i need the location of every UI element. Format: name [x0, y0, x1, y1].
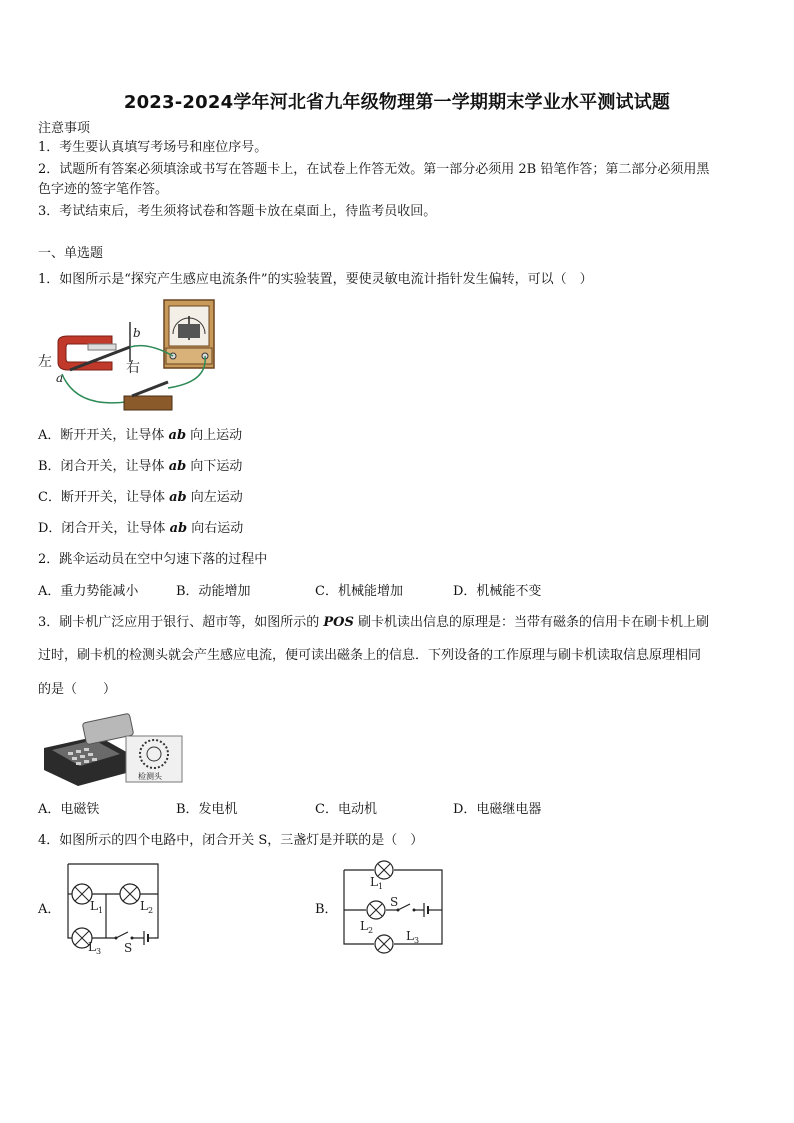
notice-heading: 注意事项	[38, 121, 91, 136]
q1-option-a: A．断开开关，让导体 ab 向上运动	[38, 428, 243, 443]
q2-option-c: C．机械能增加	[315, 584, 403, 599]
q4-option-b-label: B．	[315, 902, 338, 917]
q2-stem: 2．跳伞运动员在空中匀速下落的过程中	[38, 552, 268, 567]
switch-contact	[413, 909, 416, 912]
notice-item-1: 1．考生要认真填写考场号和座位序号。	[38, 140, 268, 155]
switch-blade	[132, 382, 168, 396]
q3-figure	[38, 708, 186, 792]
label-l3: $L_3$	[406, 929, 420, 945]
label-l1: $L_1$	[90, 899, 104, 915]
lamp-icon	[367, 901, 385, 919]
label-l2: $L_2$	[360, 919, 374, 935]
q1-option-b: B．闭合开关，让导体 ab 向下运动	[38, 459, 243, 474]
notice-item-2-cont: 色字迹的签字笔作答。	[38, 182, 169, 197]
q3-option-d: D．电磁继电器	[453, 802, 542, 817]
q1-option-d: D．闭合开关，让导体 ab 向右运动	[38, 521, 244, 536]
notice-item-3: 3．考试结束后，考生须将试卷和答题卡放在桌面上，待监考员收回。	[38, 204, 437, 219]
label-l2: $L_2$	[140, 899, 154, 915]
galvanometer-core	[178, 324, 200, 338]
switch-base	[124, 396, 172, 410]
q4-circuit-a	[62, 858, 172, 954]
label-a: a	[56, 371, 64, 385]
q2-option-d: D．机械能不变	[453, 584, 542, 599]
switch-contact	[131, 937, 134, 940]
magnet-pole	[88, 344, 116, 350]
q3-option-c: C．电动机	[315, 802, 377, 817]
q4-circuit-b	[338, 856, 448, 958]
label-s: S	[390, 895, 399, 909]
notice-item-2: 2．试题所有答案必须填涂或书写在答题卡上，在试卷上作答无效。第一部分必须用 2B 铅笔作答；第二部分必须用黑	[38, 162, 710, 177]
label-l3: $L_3$	[88, 940, 102, 954]
q1-option-c: C．断开开关，让导体 ab 向左运动	[38, 490, 243, 505]
label-left: 左	[38, 354, 52, 370]
q2-option-b: B．动能增加	[176, 584, 251, 599]
lamp-icon	[120, 884, 140, 904]
q3-option-a: A．电磁铁	[38, 802, 100, 817]
q4-stem: 4．如图所示的四个电路中，闭合开关 S，三盏灯是并联的是（ ）	[38, 833, 424, 848]
q2-option-a: A．重力势能减小	[38, 584, 139, 599]
q3-line-2: 过时，刷卡机的检测头就会产生感应电流，便可读出磁条上的信息．下列设备的工作原理与刷卡机读取信息原理相同	[38, 648, 702, 663]
page-title: 2023-2024学年河北省九年级物理第一学期期末学业水平测试试题	[123, 92, 671, 113]
lamp-icon	[375, 935, 393, 953]
q3-option-b: B．发电机	[176, 802, 238, 817]
section-heading: 一、单选题	[38, 246, 104, 261]
q3-line-3: 的是（ ）	[38, 682, 117, 697]
q4-option-a-label: A．	[38, 902, 61, 917]
detector-label: 检测头	[138, 772, 162, 781]
label-l1: $L_1$	[370, 875, 384, 891]
q1-stem: 1．如图所示是“探究产生感应电流条件”的实验装置，要使灵敏电流计指针发生偏转，可以（ ）	[38, 272, 593, 287]
lamp-icon	[72, 884, 92, 904]
q1-figure	[38, 292, 228, 417]
label-b: b	[133, 326, 141, 340]
label-right: 右	[126, 360, 140, 376]
q3-line-1: 3．刷卡机广泛应用于银行、超市等，如图所示的 POS 刷卡机读出信息的原理是：当带有磁条的信用卡在刷卡机上刷	[38, 615, 710, 630]
label-s: S	[124, 941, 133, 954]
switch-contact	[115, 937, 118, 940]
